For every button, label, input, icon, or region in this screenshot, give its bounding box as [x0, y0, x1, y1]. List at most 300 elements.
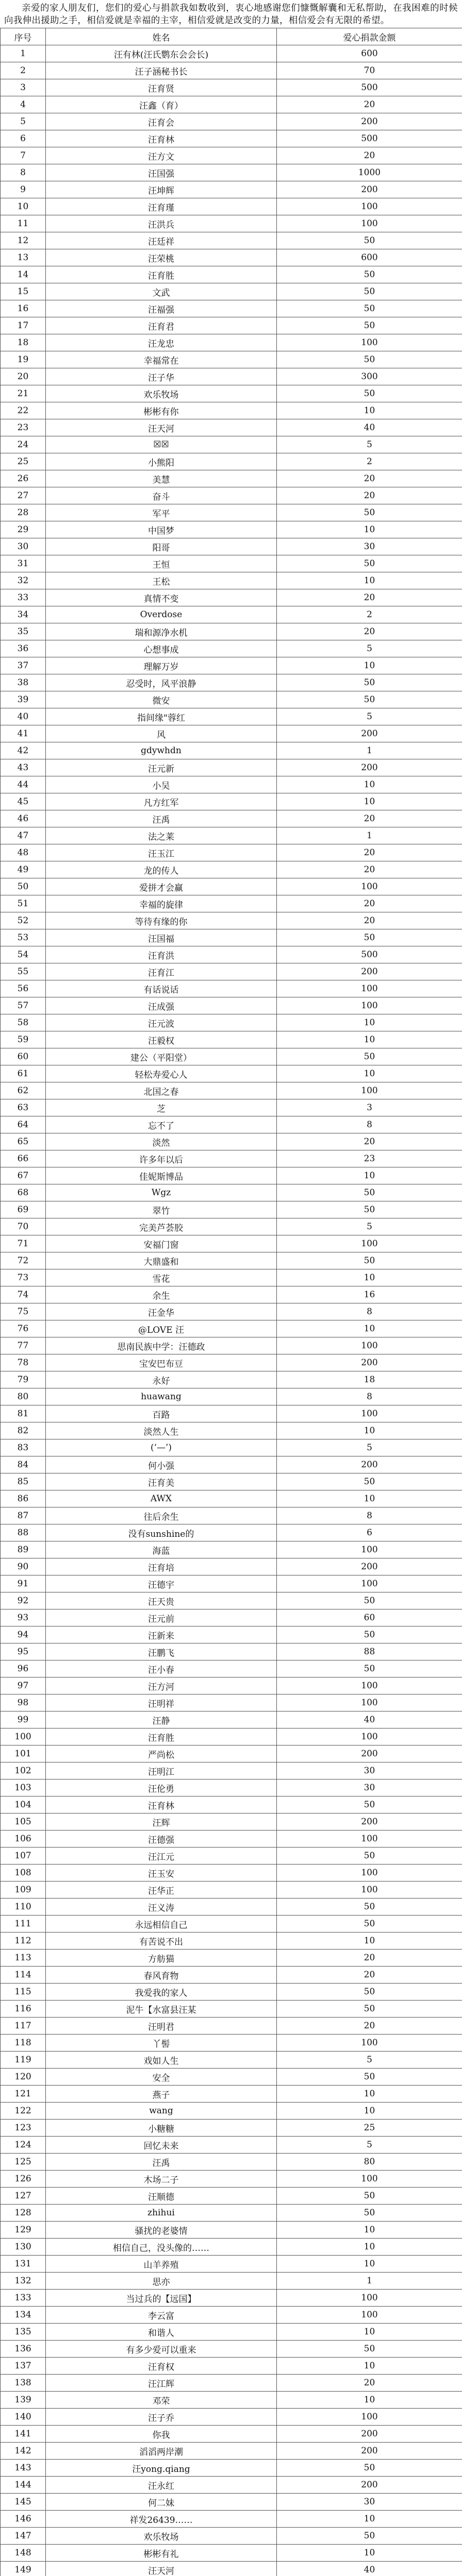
index-cell: 27	[1, 487, 46, 504]
name-cell: 汪顺德	[46, 2188, 277, 2205]
index-cell: 55	[1, 963, 46, 980]
name-cell: 安福门窗	[46, 1235, 277, 1252]
table-row	[1, 1950, 462, 1967]
amount-cell: 50	[277, 2188, 462, 2205]
index-cell: 35	[1, 623, 46, 640]
index-cell: 94	[1, 1626, 46, 1643]
table-row	[1, 79, 462, 96]
amount-cell: 30	[277, 2494, 462, 2511]
amount-cell: 20	[277, 844, 462, 861]
name-cell: 汪方文	[46, 147, 277, 164]
table-row	[1, 1490, 462, 1507]
amount-cell: 50	[277, 385, 462, 402]
index-cell: 90	[1, 1558, 46, 1575]
index-cell: 61	[1, 1065, 46, 1082]
index-cell: 91	[1, 1575, 46, 1592]
amount-cell: 200	[277, 759, 462, 776]
index-cell: 44	[1, 776, 46, 793]
amount-cell: 100	[277, 1865, 462, 1882]
name-cell: 汪育林	[46, 130, 277, 147]
index-cell: 45	[1, 793, 46, 810]
name-cell: 汪新来	[46, 1626, 277, 1643]
name-cell: 汪元波	[46, 1014, 277, 1031]
amount-cell: 5	[277, 640, 462, 657]
amount-cell: 100	[277, 1235, 462, 1252]
name-cell: 百路	[46, 1405, 277, 1422]
table-row	[1, 2086, 462, 2103]
index-cell: 138	[1, 2375, 46, 2392]
amount-cell: 50	[277, 1473, 462, 1490]
index-cell: 126	[1, 2171, 46, 2188]
name-cell: 阳哥	[46, 538, 277, 555]
table-row	[1, 1456, 462, 1473]
index-cell: 76	[1, 1320, 46, 1337]
table-row	[1, 2324, 462, 2341]
index-cell: 63	[1, 1099, 46, 1116]
table-row	[1, 2460, 462, 2477]
index-cell: 107	[1, 1848, 46, 1865]
amount-cell: 20	[277, 147, 462, 164]
amount-cell: 20	[277, 470, 462, 487]
amount-cell: 10	[277, 2392, 462, 2409]
index-cell: 46	[1, 810, 46, 827]
name-cell: 滔滔两岸潮	[46, 2443, 277, 2460]
amount-cell: 100	[277, 1575, 462, 1592]
index-cell: 47	[1, 827, 46, 844]
name-cell: ☒☒	[46, 436, 277, 453]
amount-cell: 5	[277, 1439, 462, 1456]
amount-cell: 500	[277, 79, 462, 96]
index-cell: 134	[1, 2307, 46, 2324]
index-cell: 70	[1, 1218, 46, 1235]
amount-cell: 20	[277, 487, 462, 504]
table-row	[1, 1558, 462, 1575]
header-index: 序号	[1, 28, 46, 45]
index-cell: 105	[1, 1814, 46, 1831]
index-cell: 62	[1, 1082, 46, 1099]
amount-cell: 50	[277, 1797, 462, 1814]
table-row	[1, 215, 462, 232]
index-cell: 86	[1, 1490, 46, 1507]
index-cell: 66	[1, 1150, 46, 1167]
amount-cell: 8	[277, 1388, 462, 1405]
amount-cell: 10	[277, 1065, 462, 1082]
table-row	[1, 2358, 462, 2375]
table-row	[1, 1082, 462, 1099]
amount-cell: 10	[277, 793, 462, 810]
name-cell: 何二妹	[46, 2494, 277, 2511]
name-cell: 轻松寿爱心人	[46, 1065, 277, 1082]
index-cell: 132	[1, 2273, 46, 2290]
table-row	[1, 283, 462, 300]
table-row	[1, 691, 462, 708]
index-cell: 33	[1, 589, 46, 606]
table-row	[1, 1660, 462, 1677]
name-cell: 许多年以后	[46, 1150, 277, 1167]
amount-cell: 200	[277, 963, 462, 980]
amount-cell: 200	[277, 1814, 462, 1831]
index-cell: 9	[1, 181, 46, 198]
index-cell: 20	[1, 368, 46, 385]
amount-cell: 10	[277, 572, 462, 589]
name-cell: 何小强	[46, 1456, 277, 1473]
index-cell: 114	[1, 1967, 46, 1984]
amount-cell: 50	[277, 2001, 462, 2018]
amount-cell: 50	[277, 691, 462, 708]
table-row	[1, 1235, 462, 1252]
index-cell: 79	[1, 1371, 46, 1388]
amount-cell: 50	[277, 1984, 462, 2001]
amount-cell: 20	[277, 1133, 462, 1150]
name-cell: Overdose	[46, 606, 277, 623]
amount-cell: 50	[277, 1899, 462, 1916]
index-cell: 129	[1, 2222, 46, 2239]
amount-cell: 50	[277, 1252, 462, 1269]
name-cell: 大鼎盛和	[46, 1252, 277, 1269]
name-cell: 木场二子	[46, 2171, 277, 2188]
amount-cell: 100	[277, 878, 462, 895]
amount-cell: 88	[277, 1643, 462, 1660]
name-cell: 完美芦荟胶	[46, 1218, 277, 1235]
index-cell: 130	[1, 2239, 46, 2256]
amount-cell: 80	[277, 2154, 462, 2171]
amount-cell: 200	[277, 725, 462, 742]
name-cell: 思亦	[46, 2273, 277, 2290]
amount-cell: 10	[277, 657, 462, 674]
amount-cell: 18	[277, 1371, 462, 1388]
amount-cell: 50	[277, 2341, 462, 2358]
amount-cell: 2	[277, 453, 462, 470]
table-row	[1, 402, 462, 419]
amount-cell: 8	[277, 1116, 462, 1133]
table-row	[1, 2392, 462, 2409]
index-cell: 143	[1, 2460, 46, 2477]
table-row	[1, 2562, 462, 2576]
amount-cell: 10	[277, 1167, 462, 1184]
name-cell: 爱拼才会赢	[46, 878, 277, 895]
name-cell: 忍受时，风平浪静	[46, 674, 277, 691]
table-row	[1, 181, 462, 198]
table-row	[1, 2188, 462, 2205]
amount-cell: 40	[277, 1711, 462, 1728]
name-cell: 芝	[46, 1099, 277, 1116]
table-row	[1, 164, 462, 181]
name-cell: 汪天贵	[46, 1592, 277, 1609]
index-cell: 124	[1, 2137, 46, 2154]
table-row	[1, 844, 462, 861]
amount-cell: 50	[277, 504, 462, 521]
amount-cell: 200	[277, 1354, 462, 1371]
table-row	[1, 1252, 462, 1269]
table-row	[1, 1933, 462, 1950]
table-row	[1, 1303, 462, 1320]
amount-cell: 10	[277, 1269, 462, 1286]
index-cell: 108	[1, 1865, 46, 1882]
name-cell: 余生	[46, 1286, 277, 1303]
name-cell: 汪育瑾	[46, 198, 277, 215]
table-row	[1, 1473, 462, 1490]
name-cell: 汪永红	[46, 2477, 277, 2494]
table-row	[1, 1405, 462, 1422]
table-row	[1, 878, 462, 895]
name-cell: 汪育江	[46, 963, 277, 980]
index-cell: 81	[1, 1405, 46, 1422]
name-cell: 汪育会	[46, 113, 277, 130]
amount-cell: 50	[277, 1626, 462, 1643]
name-cell: 汪鹏飞	[46, 1643, 277, 1660]
table-row	[1, 487, 462, 504]
table-row	[1, 1167, 462, 1184]
index-cell: 113	[1, 1950, 46, 1967]
name-cell: 汪育贤	[46, 79, 277, 96]
index-cell: 119	[1, 2052, 46, 2069]
name-cell: 汪坤辉	[46, 181, 277, 198]
name-cell: 彬彬有礼	[46, 2545, 277, 2562]
index-cell: 32	[1, 572, 46, 589]
table-row	[1, 130, 462, 147]
amount-cell: 200	[277, 2443, 462, 2460]
amount-cell: 50	[277, 1201, 462, 1218]
name-cell: 忘不了	[46, 1116, 277, 1133]
table-row	[1, 2273, 462, 2290]
amount-cell: 3	[277, 1099, 462, 1116]
amount-cell: 50	[277, 1916, 462, 1933]
amount-cell: 20	[277, 895, 462, 912]
index-cell: 146	[1, 2511, 46, 2528]
table-row	[1, 232, 462, 249]
name-cell: 北国之春	[46, 1082, 277, 1099]
index-cell: 97	[1, 1677, 46, 1694]
name-cell: 汪成强	[46, 997, 277, 1014]
name-cell: 祥发26439……	[46, 2511, 277, 2528]
name-cell: 海蓝	[46, 1541, 277, 1558]
intro-paragraph: 亲爱的家人朋友们，您们的爱心与捐款我如数收到，衷心地感谢您们慷慨解囊和无私帮助，在我困难的时候向我伸出援助之手，相信爱就是幸福的主宰，相信爱就是改变的力量，相信爱会有无限的希望。	[4, 3, 458, 26]
name-cell: 龙的传人	[46, 861, 277, 878]
index-cell: 95	[1, 1643, 46, 1660]
amount-cell: 50	[277, 266, 462, 283]
index-cell: 111	[1, 1916, 46, 1933]
index-cell: 6	[1, 130, 46, 147]
amount-cell: 30	[277, 1762, 462, 1780]
name-cell: 汪荣桃	[46, 249, 277, 266]
index-cell: 13	[1, 249, 46, 266]
table-row	[1, 640, 462, 657]
table-row	[1, 1882, 462, 1899]
name-cell: 汪明祥	[46, 1694, 277, 1711]
name-cell: 瑞和源净水机	[46, 623, 277, 640]
name-cell: Wgz	[46, 1184, 277, 1201]
index-cell: 131	[1, 2256, 46, 2273]
name-cell: AWX	[46, 1490, 277, 1507]
index-cell: 117	[1, 2018, 46, 2035]
amount-cell: 100	[277, 1831, 462, 1848]
table-row	[1, 368, 462, 385]
name-cell: 理解万岁	[46, 657, 277, 674]
name-cell: 山羊养殖	[46, 2256, 277, 2273]
name-cell: 汪育君	[46, 317, 277, 334]
amount-cell: 5	[277, 2137, 462, 2154]
name-cell: 心想事成	[46, 640, 277, 657]
table-row	[1, 2256, 462, 2273]
index-cell: 54	[1, 946, 46, 963]
amount-cell: 10	[277, 1031, 462, 1048]
name-cell: 汪鑫（育）	[46, 96, 277, 113]
index-cell: 22	[1, 402, 46, 419]
index-cell: 72	[1, 1252, 46, 1269]
table-row	[1, 147, 462, 164]
amount-cell: 50	[277, 674, 462, 691]
table-row	[1, 1967, 462, 1984]
table-row	[1, 895, 462, 912]
amount-cell: 50	[277, 351, 462, 368]
table-row	[1, 2239, 462, 2256]
index-cell: 78	[1, 1354, 46, 1371]
amount-cell: 23	[277, 1150, 462, 1167]
index-cell: 98	[1, 1694, 46, 1711]
index-cell: 4	[1, 96, 46, 113]
table-row	[1, 1711, 462, 1728]
amount-cell: 100	[277, 997, 462, 1014]
amount-cell: 10	[277, 776, 462, 793]
index-cell: 120	[1, 2069, 46, 2086]
name-cell: 汪小春	[46, 1660, 277, 1677]
table-row	[1, 2494, 462, 2511]
index-cell: 25	[1, 453, 46, 470]
amount-cell: 100	[277, 1677, 462, 1694]
index-cell: 8	[1, 164, 46, 181]
name-cell: 回忆未来	[46, 2137, 277, 2154]
table-row	[1, 929, 462, 946]
table-row	[1, 708, 462, 725]
name-cell: 汪子乔	[46, 2409, 277, 2426]
table-row	[1, 1831, 462, 1848]
name-cell: 汪龙忠	[46, 334, 277, 351]
name-cell: 文武	[46, 283, 277, 300]
amount-cell: 20	[277, 623, 462, 640]
table-row	[1, 317, 462, 334]
table-row	[1, 436, 462, 453]
table-row	[1, 1065, 462, 1082]
table-row	[1, 2511, 462, 2528]
name-cell: 汪育胜	[46, 1728, 277, 1745]
table-row	[1, 1626, 462, 1643]
table-row	[1, 827, 462, 844]
name-cell: 有苦说不出	[46, 1933, 277, 1950]
index-cell: 56	[1, 980, 46, 997]
amount-cell: 10	[277, 1490, 462, 1507]
index-cell: 116	[1, 2001, 46, 2018]
index-cell: 147	[1, 2528, 46, 2545]
table-row	[1, 2307, 462, 2324]
header-name: 姓名	[46, 28, 277, 45]
amount-cell: 50	[277, 1848, 462, 1865]
table-row	[1, 810, 462, 827]
name-cell: 汪yong.qiang	[46, 2460, 277, 2477]
table-row	[1, 1422, 462, 1439]
table-row	[1, 1507, 462, 1524]
amount-cell: 500	[277, 946, 462, 963]
index-cell: 87	[1, 1507, 46, 1524]
index-cell: 135	[1, 2324, 46, 2341]
table-row	[1, 2341, 462, 2358]
table-row	[1, 1728, 462, 1745]
table-row	[1, 946, 462, 963]
name-cell: 有话说话	[46, 980, 277, 997]
index-cell: 77	[1, 1337, 46, 1354]
name-cell: 汪金华	[46, 1303, 277, 1320]
index-cell: 112	[1, 1933, 46, 1950]
table-row	[1, 470, 462, 487]
amount-cell: 50	[277, 1048, 462, 1065]
amount-cell: 200	[277, 1456, 462, 1473]
table-row	[1, 1677, 462, 1694]
table-row	[1, 793, 462, 810]
amount-cell: 10	[277, 1422, 462, 1439]
index-cell: 99	[1, 1711, 46, 1728]
index-cell: 21	[1, 385, 46, 402]
donation-table	[0, 28, 462, 2576]
name-cell: 我爱我的家人	[46, 1984, 277, 2001]
name-cell: 汪育胜	[46, 266, 277, 283]
index-cell: 139	[1, 2392, 46, 2409]
table-row	[1, 2154, 462, 2171]
table-row	[1, 1201, 462, 1218]
table-row	[1, 521, 462, 538]
index-cell: 85	[1, 1473, 46, 1490]
index-cell: 110	[1, 1899, 46, 1916]
amount-cell: 1000	[277, 164, 462, 181]
name-cell: 和谐人	[46, 2324, 277, 2341]
name-cell: 美慧	[46, 470, 277, 487]
index-cell: 68	[1, 1184, 46, 1201]
index-cell: 100	[1, 1728, 46, 1745]
amount-cell: 10	[277, 2239, 462, 2256]
index-cell: 59	[1, 1031, 46, 1048]
table-row	[1, 62, 462, 79]
table-row	[1, 657, 462, 674]
index-cell: 28	[1, 504, 46, 521]
amount-cell: 20	[277, 912, 462, 929]
amount-cell: 20	[277, 1950, 462, 1967]
amount-cell: 50	[277, 555, 462, 572]
index-cell: 7	[1, 147, 46, 164]
index-cell: 144	[1, 2477, 46, 2494]
index-cell: 69	[1, 1201, 46, 1218]
name-cell: 春风育物	[46, 1967, 277, 1984]
name-cell: 汪育林	[46, 1797, 277, 1814]
index-cell: 14	[1, 266, 46, 283]
index-cell: 136	[1, 2341, 46, 2358]
name-cell: 汪子涵秘书长	[46, 62, 277, 79]
index-cell: 109	[1, 1882, 46, 1899]
name-cell: 军平	[46, 504, 277, 521]
index-cell: 103	[1, 1780, 46, 1797]
name-cell: 李云富	[46, 2307, 277, 2324]
amount-cell: 10	[277, 2358, 462, 2375]
index-cell: 121	[1, 2086, 46, 2103]
table-row	[1, 504, 462, 521]
index-cell: 58	[1, 1014, 46, 1031]
table-row	[1, 334, 462, 351]
table-row	[1, 1218, 462, 1235]
index-cell: 142	[1, 2443, 46, 2460]
index-cell: 123	[1, 2120, 46, 2137]
name-cell: 雪花	[46, 1269, 277, 1286]
name-cell: 汪玉江	[46, 844, 277, 861]
name-cell: 没有sunshine的	[46, 1524, 277, 1541]
index-cell: 30	[1, 538, 46, 555]
amount-cell: 5	[277, 1218, 462, 1235]
